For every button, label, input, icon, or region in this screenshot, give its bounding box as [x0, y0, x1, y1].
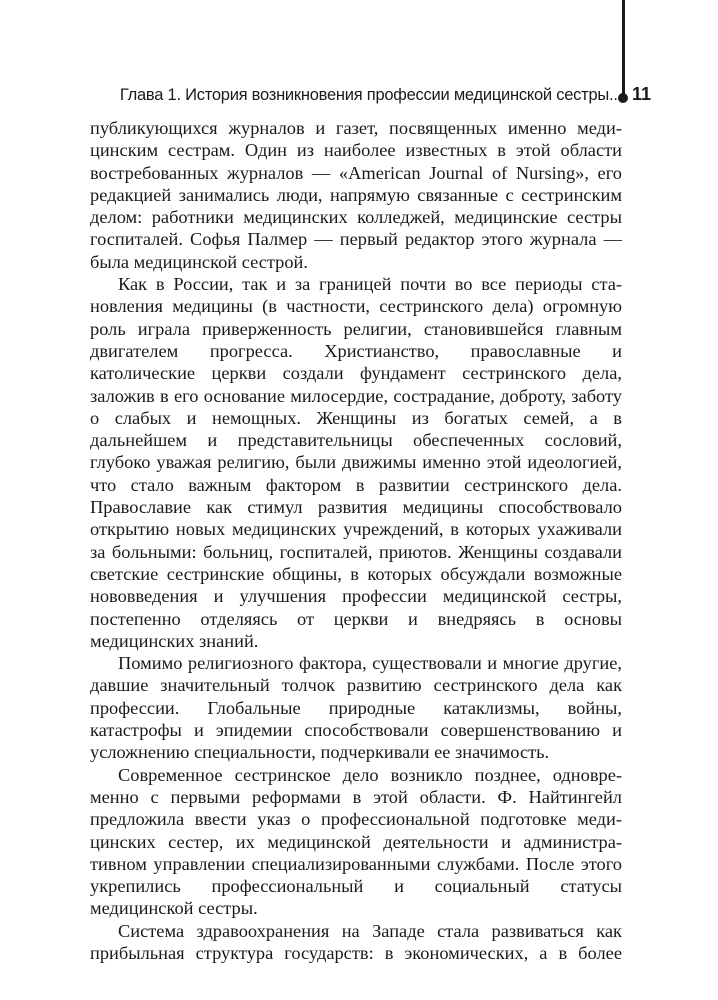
- vertical-rule: [622, 0, 625, 96]
- paragraph: Система здравоохранения на Западе стала развиваться как прибыльная структура государств: в экономических, а в более: [90, 920, 622, 963]
- running-header: Глава 1. История возникновения профессии медицинской сестры...: [119, 86, 622, 104]
- paragraph: Как в России, так и за границей почти во все периоды становления медицины (в частности, сестринского дела) огромную роль играла приверженность религии, становившейся главным двигателем прогресса. Христианство, православные и католические церкви создали фундамент сестринского дела, заложив в его основание милосердие, сострадание, доброту, заботу о слабых и немощных. Женщины из богатых семей, а в дальнейшем и представительницы обеспеченных сословий, глубоко уважая религию, были движимы именно этой идеологией, что стало важным фактором в развитии сестринского дела. Православие как стимул развития медицины способствовало открытию новых медицинских учреждений, в которых ухаживали за больными: больниц, госпиталей, приютов. Женщины создавали светские сестринские общины, в которых обсуждали возможные нововведения и улучшения профессии медицинской сестры, постепенно отделяясь от церкви и внедряясь в основы медицинских знаний.: [90, 274, 622, 651]
- paragraph: Помимо религиозного фактора, существовали и многие другие, давшие значительный толчок развитию сестринского дела как профессии. Глобальные природные катаклизмы, войны, катастрофы и эпидемии способствовали совершенствованию и усложнению специальности, подчеркивали ее значимость.: [90, 653, 622, 763]
- paragraph: публикующихся журналов и газет, посвященных именно медицинским сестрам. Один из наиболее известных в этой области востребованных журналов — «American Journal of Nursing», его редакцией занимались люди, напрямую связанные с сестринским делом: работники медицинских колледжей, медицинские сестры госпиталей. Софья Палмер — первый редактор этого журнала — была медицинской сестрой.: [90, 118, 622, 272]
- page-number: 11: [632, 84, 652, 104]
- body-text: [90, 117, 622, 964]
- paragraph: Современное сестринское дело возникло позднее, одновременно с первыми реформами в этой области. Ф. Найтингейл предложила ввести указ о профессиональной подготовке медицинских сестер, их медицинской деятельности и административном управлении специализированными службами. После этого укрепились профессиональный и социальный статусы медицинской сестры.: [90, 764, 622, 919]
